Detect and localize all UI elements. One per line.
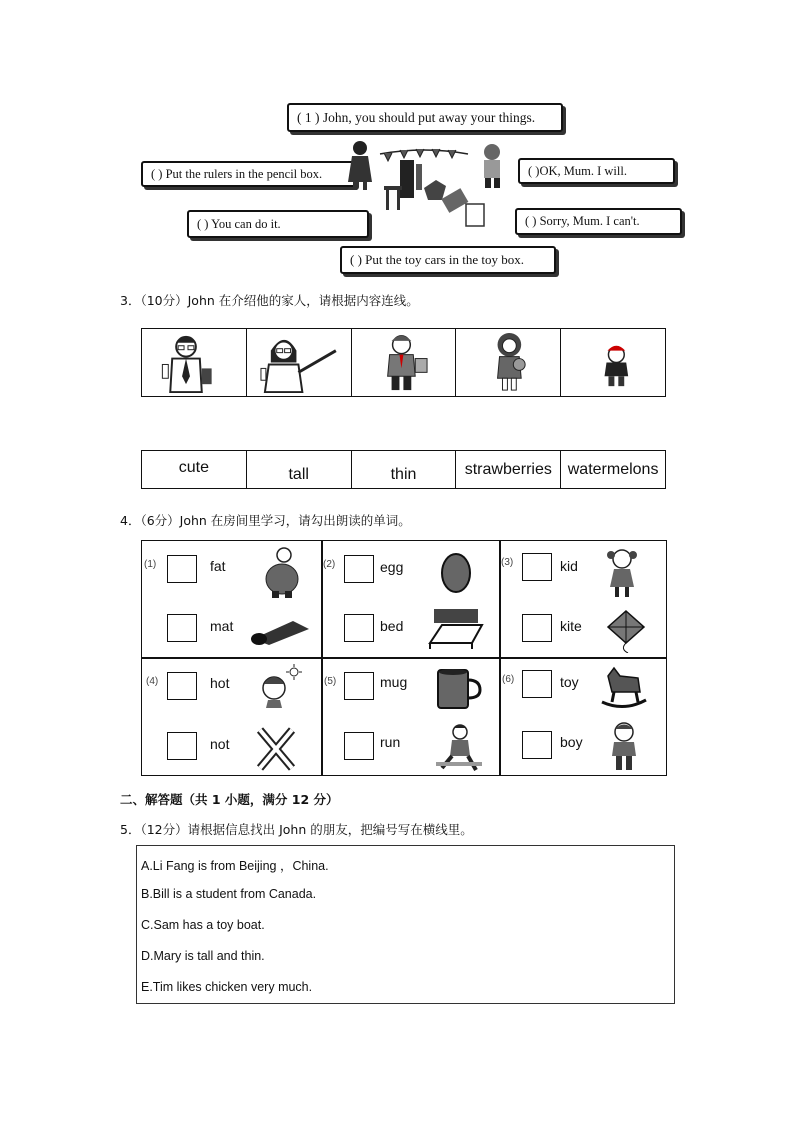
q3-word-cute: cute — [142, 451, 247, 488]
boy-icon — [606, 720, 642, 774]
q4-group-2 — [322, 541, 499, 657]
checkbox-run[interactable] — [344, 732, 374, 760]
girl-icon — [456, 329, 561, 396]
word-boy: boy — [560, 734, 583, 750]
teacher-icon — [247, 329, 352, 396]
checkbox-hot[interactable] — [167, 672, 197, 700]
q3-word-tall: tall — [247, 451, 352, 488]
group-number: (1) — [144, 559, 157, 570]
word-fat: fat — [210, 558, 226, 574]
q4-group-6 — [500, 658, 668, 776]
word-kite: kite — [560, 618, 582, 634]
baby-icon — [561, 329, 665, 396]
q4-group-1 — [142, 541, 321, 657]
group-number: (5) — [324, 676, 337, 687]
dialogue-box-6 — [340, 246, 556, 274]
dialogue-box-1 — [287, 103, 563, 132]
word-bed: bed — [380, 618, 404, 634]
q3-word-thin: thin — [352, 451, 457, 488]
group-number: (2) — [323, 559, 336, 570]
dialogue-box-5 — [515, 208, 682, 235]
egg-icon — [438, 547, 474, 595]
q4-group-3 — [500, 541, 668, 657]
room-scene-illustration — [344, 138, 516, 234]
rocking-horse-icon — [598, 662, 650, 710]
dialogue-box-4 — [187, 210, 369, 238]
word-kid: kid — [560, 558, 578, 574]
boy-icon — [352, 329, 457, 396]
dialogue-box-3 — [518, 158, 675, 184]
dialogue-text: ( ) You can do it. — [197, 216, 281, 231]
q4-group-5 — [322, 658, 499, 776]
group-number: (6) — [502, 674, 515, 685]
dialogue-text: ( ) Put the rulers in the pencil box. — [151, 166, 323, 181]
q5-line-d: D.Mary is tall and thin. — [141, 949, 265, 963]
running-boy-icon — [434, 722, 484, 774]
q5-line-c: C.Sam has a toy boat. — [141, 918, 265, 932]
group-number: (3) — [501, 557, 514, 568]
mug-icon — [434, 664, 482, 712]
section-2-title: 二、解答题（共 1 小题，满分 12 分） — [120, 792, 339, 807]
checkbox-mug[interactable] — [344, 672, 374, 700]
word-mat: mat — [210, 618, 234, 634]
word-hot: hot — [210, 675, 230, 691]
word-egg: egg — [380, 559, 404, 575]
q4-word-grid — [141, 540, 667, 776]
q5-line-b: B.Bill is a student from Canada. — [141, 887, 317, 901]
checkbox-boy[interactable] — [522, 731, 552, 759]
q3-word-strawberries: strawberries — [456, 451, 561, 488]
dialogue-text: ( 1 ) John, you should put away your things. — [297, 109, 536, 125]
word-not: not — [210, 736, 230, 752]
mat-icon — [247, 615, 313, 649]
dialogue-text: ( ) Put the toy cars in the toy box. — [350, 252, 525, 267]
question-4-title: 4．（6分）John 在房间里学习，请勾出朗读的单词。 — [120, 513, 411, 528]
fat-person-icon — [260, 545, 304, 599]
q3-word-row — [141, 450, 666, 489]
dialogue-text: ( )OK, Mum. I will. — [528, 163, 627, 178]
q5-info-box — [136, 845, 675, 1004]
checkbox-not[interactable] — [167, 732, 197, 760]
checkbox-fat[interactable] — [167, 555, 197, 583]
checkbox-kid[interactable] — [522, 553, 552, 581]
checkbox-bed[interactable] — [344, 614, 374, 642]
group-number: (4) — [146, 676, 159, 687]
q5-line-e: E.Tim likes chicken very much. — [141, 980, 313, 994]
question-5-title: 5．（12分）请根据信息找出 John 的朋友，把编号写在横线里。 — [120, 822, 473, 837]
word-run: run — [380, 734, 401, 750]
word-toy: toy — [560, 674, 579, 690]
checkbox-mat[interactable] — [167, 614, 197, 642]
q3-word-watermelons: watermelons — [567, 460, 659, 478]
checkbox-toy[interactable] — [522, 670, 552, 698]
not-cross-icon — [256, 726, 296, 772]
dialogue-text: ( ) Sorry, Mum. I can't. — [525, 214, 640, 228]
dialogue-box-2 — [141, 161, 356, 187]
q4-group-4 — [142, 658, 321, 776]
checkbox-kite[interactable] — [522, 614, 552, 642]
q5-line-a: A.Li Fang is from Beijing ，China. — [141, 859, 329, 873]
q3-picture-row — [141, 328, 666, 397]
kite-icon — [604, 609, 648, 653]
father-icon — [142, 329, 247, 396]
hot-weather-icon — [256, 664, 302, 710]
kid-icon — [602, 545, 642, 601]
question-3-title: 3．（10分）John 在介绍他的家人，请根据内容连线。 — [120, 293, 419, 308]
checkbox-egg[interactable] — [344, 555, 374, 583]
word-mug: mug — [380, 674, 408, 690]
bed-icon — [426, 603, 486, 651]
